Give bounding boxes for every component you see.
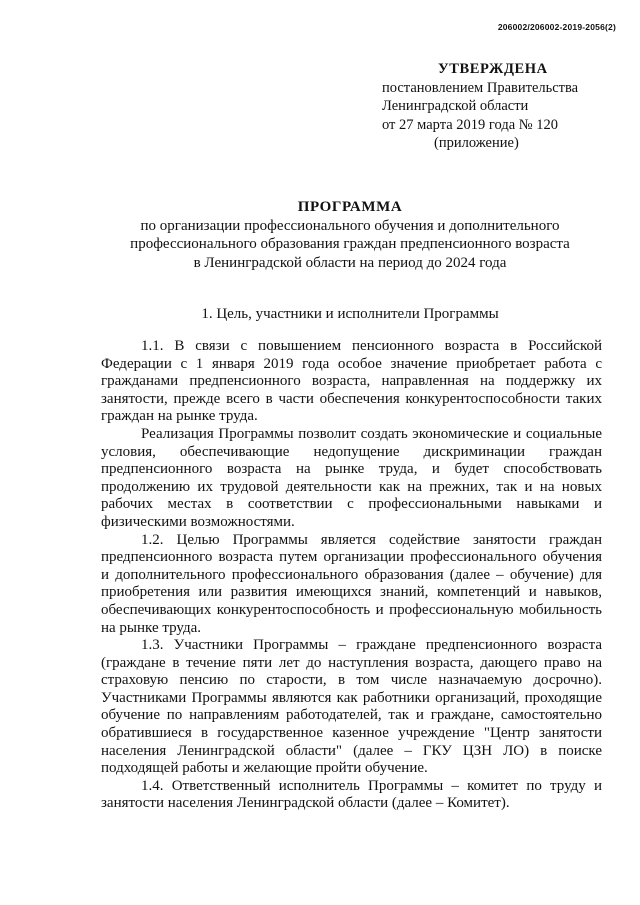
paragraph-1-1: 1.1. В связи с повышением пенсионного возраста в Российской Федерации с 1 января 2019 года особое значение приобретает работа с гражданами предпенсионного возраста, направленная на поддержку их занятости, прежде всего в части обеспечения конкурентоспособности таких граждан на рынке труда. <box>101 338 602 425</box>
approval-title: УТВЕРЖДЕНА <box>438 61 548 77</box>
approval-stamp <box>382 60 622 153</box>
section-title: 1. Цель, участники и исполнители Программы <box>201 306 499 322</box>
paragraph-1-3: 1.3. Участники Программы – граждане предпенсионного возраста (граждане в течение пяти лет до наступления возраста, дающего право на страховую пенсию по старости, в том числе назначаемую досрочно). Участниками Программы являются как работники организаций, проходящие обучение по направлениям работодателей, так и граждане, самостоятельно обратившиеся в государственное казенное учреждение "Центр занятости населения Ленинградской области" (далее – ГКУ ЦЗН ЛО) в поиске подходящей работы и желающие пройти обучение. <box>101 637 602 777</box>
paragraph-1-4: 1.4. Ответственный исполнитель Программы – комитет по труду и занятости населения Ленинградской области (далее – Комитет). <box>101 777 602 812</box>
approval-line-1: постановлением Правительства <box>382 79 579 96</box>
program-heading <box>90 198 610 272</box>
program-subtitle-1: по организации профессионального обучения и дополнительного <box>140 217 560 234</box>
approval-line-3: от 27 марта 2019 года № 120 <box>382 116 558 133</box>
approval-line-2: Ленинградской области <box>382 98 529 114</box>
program-title: ПРОГРАММА <box>297 199 403 215</box>
paragraph-1-2: 1.2. Целью Программы является содействие занятости граждан предпенсионного возраста путем организации профессионального обучения и дополнительного профессионального образования (далее – обучение) для приобретения или развития имеющихся знаний, компетенций и навыков, обеспечивающих конкурентоспособность и профессиональную мобильность на рынке труда. <box>101 531 602 636</box>
approval-appendix: (приложение) <box>434 135 519 151</box>
program-subtitle-3: в Ленинградской области на период до 2024 года <box>193 254 507 271</box>
document-body <box>101 338 602 813</box>
document-id: 206002/206002-2019-2056(2) <box>497 22 616 32</box>
paragraph-realization: Реализация Программы позволит создать экономические и социальные условия, обеспечивающие недопущение дискриминации граждан предпенсионного возраста на рынке труда, и будет способствовать продолжению их трудовой деятельности как на прежних, так и на новых рабочих местах в соответствии с профессиональными навыками и физическими возможностями. <box>101 425 602 530</box>
program-subtitle-2: профессионального образования граждан предпенсионного возраста <box>130 236 570 252</box>
